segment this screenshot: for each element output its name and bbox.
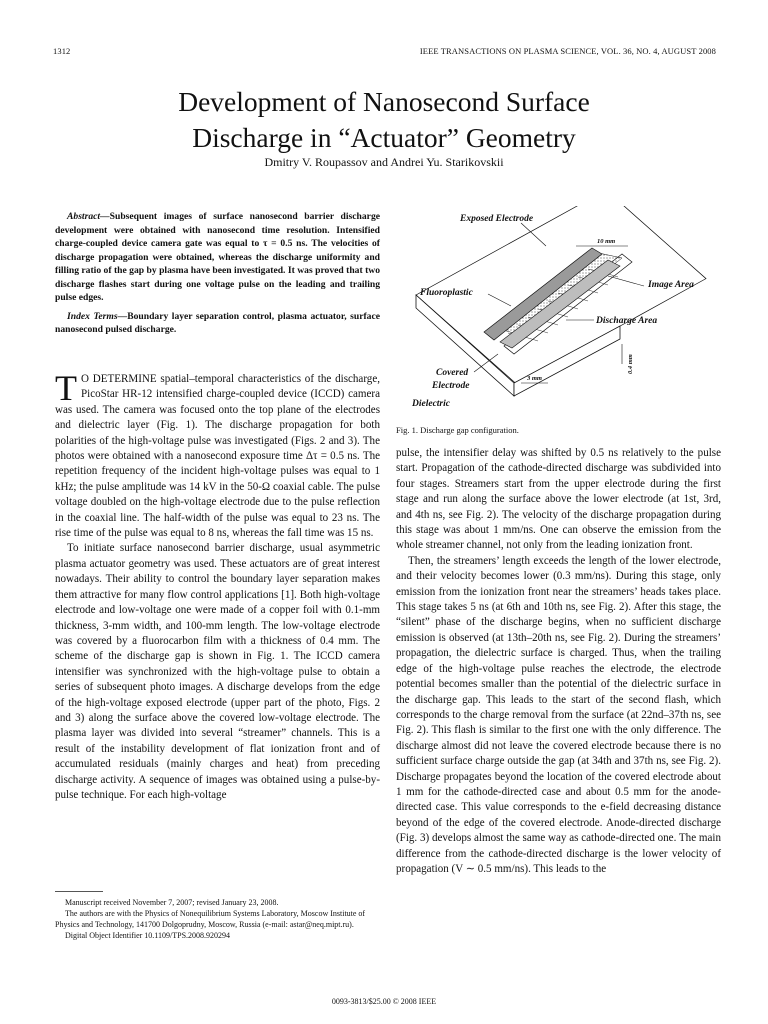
body-paragraph: pulse, the intensifier delay was shifted by 0.5 ns relatively to the pulse start. Propagation of the cathode-directed discharge was subdivided into four stages. Streamers start from the upper electrode during the first stage and run along the surface above the lower electrode (at 1st, 3rd, and 4th ns, see Fig. 2). The velocity of the discharge propagation during this stage was about 1 mm/ns. One can observe the emission from the whole streamer channel, not only from the leading ionization front. [396, 447, 721, 552]
label-covered-2: Electrode [432, 381, 470, 391]
page-number: 1312 [53, 46, 71, 56]
label-covered-1: Covered [436, 368, 469, 378]
abstract-text: Subsequent images of surface nanosecond barrier discharge development were obtained with nanosecond time resolution. Intensified charge-coupled device camera gate was equal to τ = 0.5 ns. The velocities of discharge propagation were obtained, whereas the discharge uniformity and filling ratio of the gap by plasma have been investigated. It was proved that two discharge flashes start during one voltage pulse on the leading and trailing pulse edges. [55, 211, 380, 303]
label-3mm: 3 mm [527, 375, 542, 382]
paper-title [0, 84, 768, 156]
title-line-2: Discharge in “Actuator” Geometry [192, 122, 576, 153]
journal-header: IEEE TRANSACTIONS ON PLASMA SCIENCE, VOL. 36, NO. 4, AUGUST 2008 [419, 46, 716, 56]
footnote-rule [55, 891, 103, 892]
body-paragraph: To initiate surface nanosecond barrier discharge, usual asymmetric plasma actuator geometry was used. These actuators are of great interest nowadays. Their ability to control the boundary layer separation makes them attractive for many flow control applications [1]. Both high-voltage electrode and low-voltage one were made of a copper foil with 0.1-mm thickness, 3-mm width, and 100-mm length. The low-voltage electrode was covered by a fluorocarbon film with a thickness of 0.4 mm. The scheme of the discharge gap is shown in Fig. 1. The ICCD camera intensifier was synchronized with the high-voltage pulse to obtain a series of subsequent photo images. A discharge develops from the edge of the high-voltage exposed electrode (upper part of the photo, Figs. 2 and 3) along the surface above the covered low-voltage electrode. The plasma layer was divided into several “streamer” channels. This is a result of the instability development of flat ionization front and of accumulated residuals (mainly charges and heat) from preceding discharge activity. A sequence of images was obtained using a pulse-by-pulse technique. For each high-voltage [55, 542, 380, 801]
index-terms-text: Boundary layer separation control, plasma actuator, surface nanosecond pulsed discharge. [55, 310, 380, 335]
intro-paragraph [55, 368, 380, 541]
label-fluoroplastic: Fluoroplastic [420, 288, 473, 298]
abstract-paragraph [55, 210, 380, 305]
index-terms [55, 310, 380, 337]
body-paragraph: Then, the streamers’ length exceeds the length of the lower electrode, and their velocity becomes lower (0.3 mm/ns). During this stage, only emission from the ionization front near the streamers’ heads takes place. This stage takes 5 ns (at 6th and 10th ns, see Fig. 2). After this stage, the “silent” phase of the discharge begins, when no sufficient discharge emission is observed (at 13th–20th ns, see Fig. 2). During the streamers’ propagation, the dielectric surface is charged. Thus, when the trailing edge of the high-voltage pulse reaches the electrode, the electrode potential becomes smaller than the potential of the dielectric surface in the discharge gap. This leads to the start of the second flash, which corresponds to the charge removal from the surface (at 22nd–37th ns, see Fig. 2). This flash is similar to the first one with the only difference. The discharge almost did not leave the covered electrode because there is no sufficient surface charge outside the gap (at 34th and 37th ns, see Fig. 2). Discharge propagates beyond the location of the covered electrode about 1 mm for the cathode-directed case and about 0.5 mm for the anode-directed case. This value corresponds to the e-field decreasing distance beyond of the edge of the covered electrode. Anode-directed discharge (Fig. 3) develops almost the same way as cathode-directed one. The main difference from the cathode-directed discharge is the lower velocity of propagation (V ∼ 0.5 mm/ns). This leads to the [396, 554, 721, 875]
abstract-label: Abstract— [67, 211, 110, 222]
label-exposed-electrode: Exposed Electrode [460, 214, 534, 224]
title-line-1: Development of Nanosecond Surface [178, 86, 590, 117]
drop-cap: T [55, 368, 77, 408]
label-image-area: Image Area [648, 280, 694, 290]
copyright-line: 0093-3813/$25.00 © 2008 IEEE [331, 997, 437, 1006]
label-dielectric: Dielectric [412, 399, 450, 409]
footnote-affiliation: The authors are with the Physics of Nonequilibrium Systems Laboratory, Moscow Institute of Physics and Technology, 141700 Dolgoprudny, Moscow, Russia (e-mail: astar@neq.mipt.ru). [55, 909, 366, 929]
label-10mm: 10 mm [597, 238, 616, 245]
label-thickness: 0.4 mm [627, 354, 634, 374]
left-column [55, 368, 380, 803]
intro-text: O DETERMINE spatial–temporal characteristics of the discharge, PicoStar HR-12 intensified charge-coupled device (ICCD) camera was used. The camera was focused onto the top plane of the electrodes and dielectric layer (Fig. 1). The discharge propagation for both polarities of the high-voltage pulse was investigated (Figs. 2 and 3). The photos were obtained with a nanosecond exposure time Δτ = 0.5 ns. The repetition frequency of the incident high-voltage pulses was equal to 1 kHz; the pulse amplitude was 14 kV in the 50-Ω coaxial cable. The pulse voltage doubled on the high-voltage electrode due to the pulse reflection in the coaxial line. The half-width of the pulse was equal to 23 ns. The rise time of the pulse was equal to 8 ns, whereas the fall time was 15 ns. [55, 373, 380, 540]
index-terms-label: Index Terms— [67, 310, 128, 322]
footnote [55, 897, 380, 941]
figure-caption: Fig. 1. Discharge gap configuration. [396, 425, 519, 435]
label-discharge-area: Discharge Area [596, 316, 658, 326]
authors: Dmitry V. Roupassov and Andrei Yu. Starikovskii [264, 155, 504, 169]
footnote-doi: Digital Object Identifier 10.1109/TPS.2008.920294 [65, 931, 231, 940]
abstract [55, 210, 380, 337]
discharge-gap-figure [396, 206, 721, 416]
footnote-received: Manuscript received November 7, 2007; revised January 23, 2008. [65, 898, 279, 907]
right-column [396, 446, 721, 877]
